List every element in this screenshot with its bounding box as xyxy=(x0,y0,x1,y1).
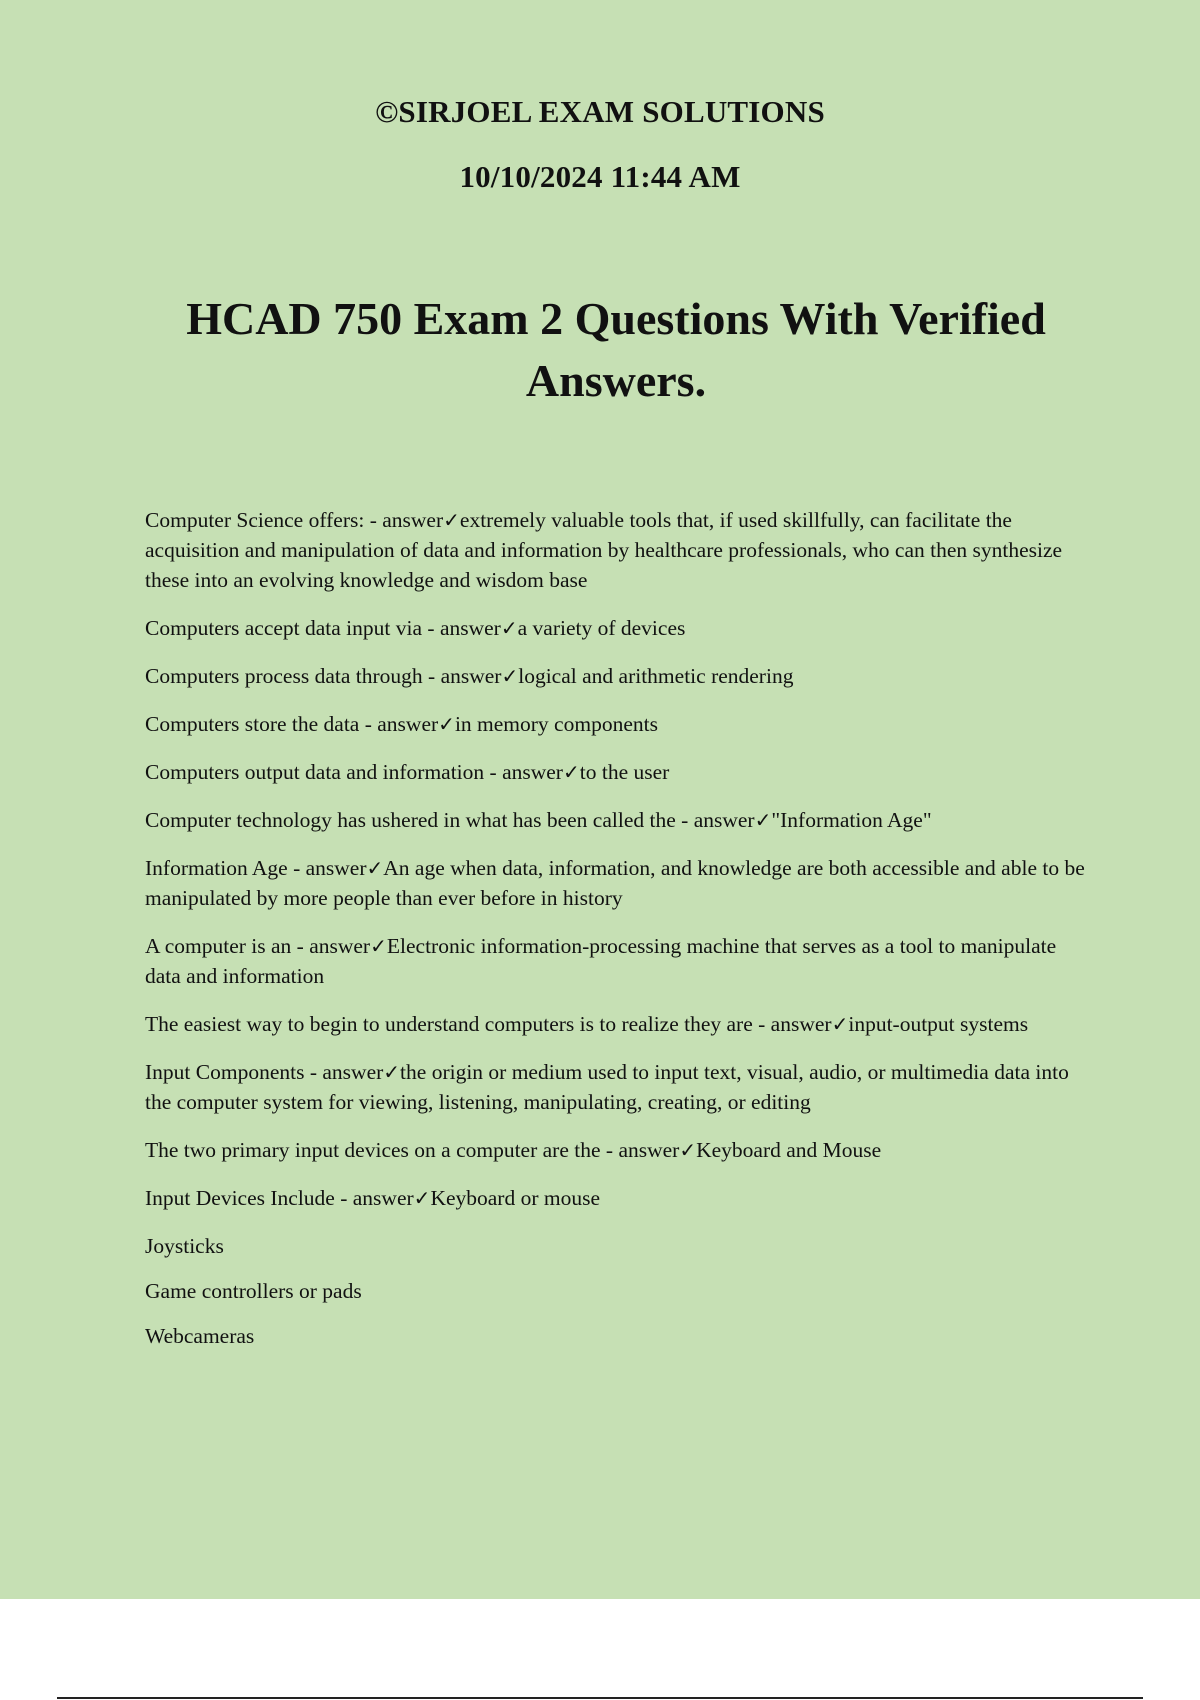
check-mark-icon: ✓ xyxy=(443,508,460,532)
check-mark-icon: ✓ xyxy=(383,1060,401,1084)
question-text: Computer Science offers: xyxy=(145,508,365,532)
continuation-line: Joysticks xyxy=(145,1234,224,1258)
check-mark-icon: ✓ xyxy=(500,616,518,640)
answer-text: Keyboard or mouse xyxy=(430,1186,601,1210)
question-text: The easiest way to begin to understand computers is to realize they are xyxy=(145,1012,753,1036)
question-text: Input Devices Include xyxy=(145,1186,335,1210)
answer-text: Electronic information-processing machine that serves as a tool to manipulate data and information xyxy=(145,934,1057,988)
date-header: 10/10/2024 11:44 AM xyxy=(459,159,741,194)
qa-item xyxy=(145,853,1095,913)
answer-separator: - answer xyxy=(752,1012,832,1036)
continuation-line: Webcameras xyxy=(145,1324,255,1348)
check-mark-icon: ✓ xyxy=(366,856,384,880)
answer-text: An age when data, information, and knowledge are both accessible and able to be manipulated by more people than ever before in history xyxy=(145,856,1085,910)
check-mark-icon: ✓ xyxy=(754,808,772,832)
question-text: Computers output data and information xyxy=(145,760,485,784)
answer-separator: - answer xyxy=(484,760,563,784)
answer-separator: - answer xyxy=(600,1138,680,1162)
qa-item xyxy=(145,931,1095,991)
check-mark-icon: ✓ xyxy=(413,1186,431,1210)
answer-text: to the user xyxy=(579,760,670,784)
company-header: ©SIRJOEL EXAM SOLUTIONS xyxy=(375,94,825,129)
qa-item xyxy=(145,1183,1095,1213)
answer-text: the origin or medium used to input text, visual, audio, or multimedia data into the computer system for viewing, listening, manipulating, creating, or editing xyxy=(145,1060,1069,1114)
qa-item xyxy=(145,1057,1095,1117)
question-text: Computers store the data xyxy=(145,712,360,736)
question-text: Input Components xyxy=(145,1060,305,1084)
answer-separator: - answer xyxy=(359,712,439,736)
check-mark-icon: ✓ xyxy=(501,664,519,688)
answer-text: Keyboard and Mouse xyxy=(696,1138,882,1162)
answer-separator: - answer xyxy=(291,934,371,958)
question-text: Computer technology has ushered in what has been called the xyxy=(145,808,676,832)
answer-text: extremely valuable tools that, if used skillfully, can facilitate the acquisition and manipulation of data and information by healthcare professionals, who can then synthesize these into an evolving knowledge and wisdom base xyxy=(145,508,1063,592)
answer-text: input-output systems xyxy=(848,1012,1029,1036)
answer-separator: - answer xyxy=(422,616,501,640)
document-title: HCAD 750 Exam 2 Questions With Verified Answers. xyxy=(186,293,1046,406)
question-text: Information Age xyxy=(145,856,288,880)
answer-separator: - answer xyxy=(304,1060,384,1084)
answer-text: logical and arithmetic rendering xyxy=(518,664,794,688)
answer-text: "Information Age" xyxy=(771,808,932,832)
footer-divider xyxy=(57,1697,1143,1699)
qa-list xyxy=(145,505,1095,1366)
check-mark-icon: ✓ xyxy=(831,1012,849,1036)
qa-item xyxy=(145,661,1095,691)
answer-text: a variety of devices xyxy=(517,616,686,640)
qa-item xyxy=(145,757,1095,787)
check-mark-icon: ✓ xyxy=(562,760,580,784)
qa-item xyxy=(145,505,1095,595)
continuation-line: Game controllers or pads xyxy=(145,1279,362,1303)
question-text: The two primary input devices on a computer are the xyxy=(145,1138,601,1162)
check-mark-icon: ✓ xyxy=(438,712,455,736)
answer-separator: - answer xyxy=(334,1186,414,1210)
qa-item xyxy=(145,709,1095,739)
answer-text: in memory components xyxy=(454,712,658,736)
check-mark-icon: ✓ xyxy=(370,934,387,958)
question-text: A computer is an xyxy=(145,934,292,958)
answer-separator: - answer xyxy=(364,508,444,532)
answer-separator: - answer xyxy=(422,664,502,688)
qa-item xyxy=(145,805,1095,835)
question-text: Computers accept data input via xyxy=(145,616,423,640)
answer-separator: - answer xyxy=(675,808,755,832)
qa-item xyxy=(145,1009,1095,1039)
check-mark-icon: ✓ xyxy=(679,1138,697,1162)
answer-separator: - answer xyxy=(287,856,367,880)
qa-item xyxy=(145,1135,1095,1165)
qa-item xyxy=(145,613,1095,643)
question-text: Computers process data through xyxy=(145,664,423,688)
